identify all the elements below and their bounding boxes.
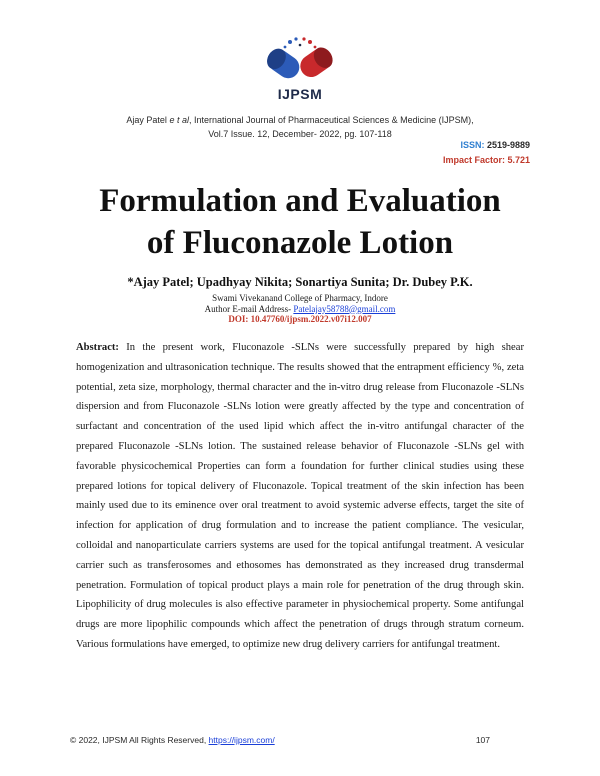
abstract-label: Abstract:: [76, 342, 119, 353]
email-link[interactable]: Patelajay58788@gmail.com: [293, 303, 396, 314]
impact-factor: Impact Factor: 5.721: [442, 155, 530, 165]
issn-label: ISSN:: [460, 140, 485, 150]
issn-value: 2519-9889: [484, 140, 530, 150]
paper-title: [0, 180, 600, 264]
paper-title-line-2: of Fluconazole Lotion: [146, 225, 454, 261]
paper-title-line-1: Formulation and Evaluation: [99, 183, 501, 219]
affiliation-email-line: [0, 304, 600, 315]
citation-line-1: [0, 113, 600, 127]
citation-etal: e t al: [169, 115, 189, 125]
footer-copyright: [70, 735, 275, 745]
issn: [460, 140, 530, 150]
logo-text: IJPSM: [277, 86, 323, 102]
page-number: 107: [475, 735, 490, 745]
abstract-text: In the present work, Fluconazole -SLNs were successfully prepared by high shear homogenization and ultrasonication technique. The results showed that the entrapment efficiency %, zeta potential, zeta size, morphology, thermal character and the in-vitro drug release from Fluconazole -SLNs dispersion and from Fluconazole -SLNs lotion were greatly affected by the type and concentration of surfactant and concentration of the used lipid which affect the in-vitro antifungal character of the prepared Fluconazole -SLNs lotion. The sustained release behavior of Fluconazole -SLNs gel with favorable physicochemical Properties can form a foundation for further clinical studies using these prepared lotions for topical delivery of Fluconazole. Topical treatment of the skin infection has been mainly used due to its eminence over oral treatment to avoid systemic adverse effects, target the site of infection for application of drug formulation and to increase the patient compliance. The vesicular, colloidal and nanoparticulate carriers systems are used for the topical antifungal treatment. A vesicular carrier such as transferosomes and ethosomes has demonstrated as they increased drug transdermal penetration. Formulation of topical product plays a main role for penetration of the drug through skin. Lipophilicity of drug molecules is also effective parameter in physiochemical property. Some antifungal drugs are more lipophilic compounds which affect the penetration of drugs through stratum corneum. Various formulations have emerged, to optimize new drug delivery carriers for antifungal treatment.: [76, 342, 524, 650]
doi: DOI: 10.47760/ijpsm.2022.v07i12.007: [228, 314, 372, 324]
authors: *Ajay Patel; Upadhyay Nikita; Sonartiya Sunita; Dr. Dubey P.K.: [127, 275, 473, 289]
abstract: [76, 338, 524, 655]
email-label: Author E-mail Address-: [204, 303, 294, 314]
footer-copyright-text: © 2022, IJPSM All Rights Reserved,: [70, 735, 209, 745]
affiliation-college: Swami Vivekanand College of Pharmacy, Indore: [212, 293, 388, 303]
footer-url-link[interactable]: https://ijpsm.com/: [208, 735, 275, 745]
affiliation: [0, 293, 600, 325]
citation: [0, 113, 600, 141]
citation-author: Ajay Patel: [126, 115, 167, 125]
citation-line-2: Vol.7 Issue. 12, December- 2022, pg. 107-118: [208, 129, 392, 139]
citation-journal: , International Journal of Pharmaceutical Sciences & Medicine (IJPSM),: [188, 115, 474, 125]
